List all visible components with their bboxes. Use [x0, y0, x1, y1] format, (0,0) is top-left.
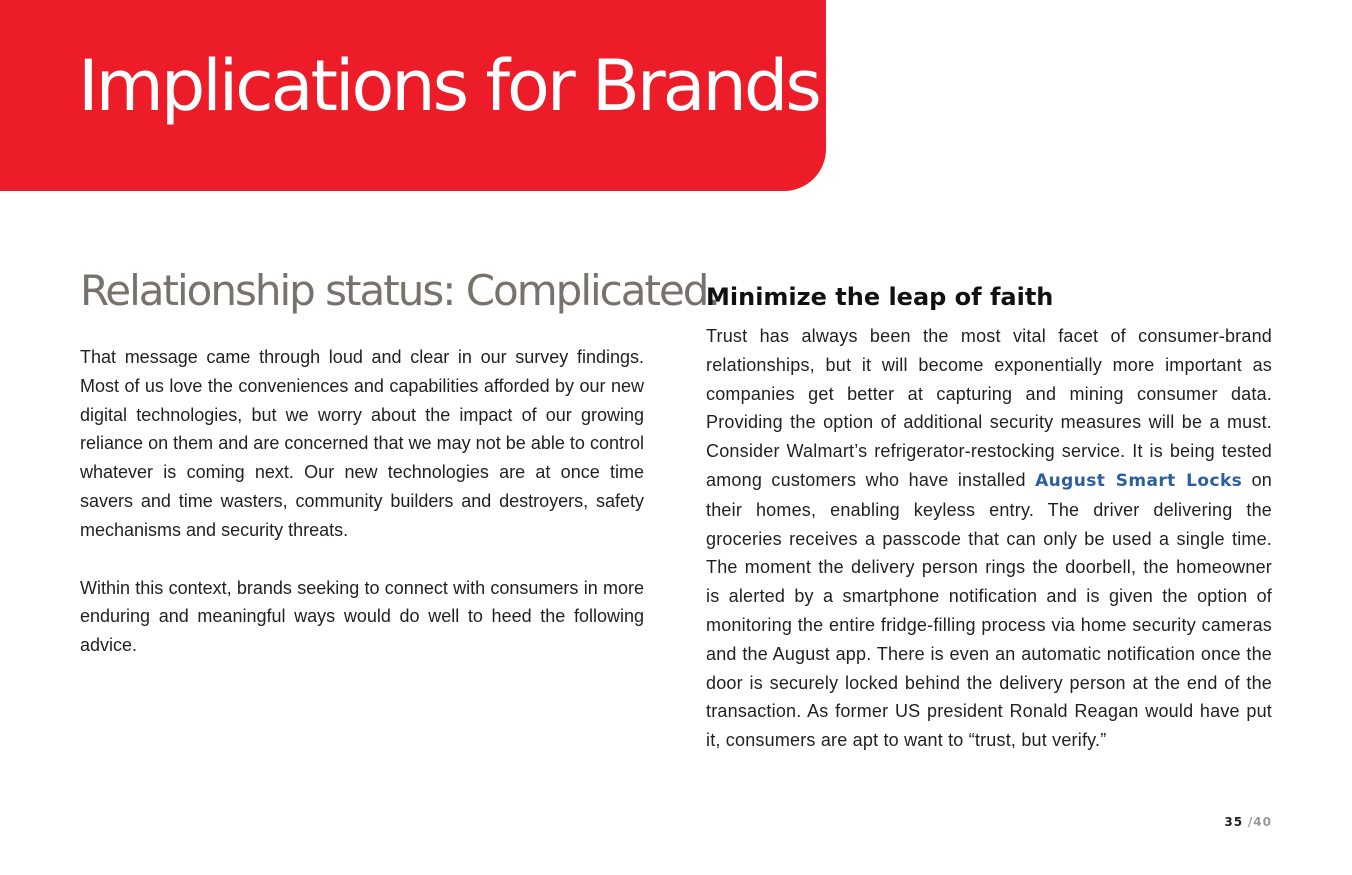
current-page: 35: [1224, 815, 1244, 829]
header-banner: [0, 0, 826, 191]
total-pages: /40: [1247, 815, 1272, 829]
right-column: [706, 280, 1272, 755]
page-number: [1224, 815, 1272, 829]
advice-heading: Minimize the leap of faith: [706, 283, 1054, 311]
advice-paragraph: [706, 322, 1272, 755]
august-smart-locks-link[interactable]: August Smart Locks: [1035, 470, 1243, 491]
context-paragraph: Within this context, brands seeking to connect with consumers in more enduring and meaningful ways would do well to heed the following advice.: [80, 577, 644, 656]
advice-text-before-link: Trust has always been the most vital facet of consumer-brand relationships, but it will become exponentially more important as companies get better at capturing and mining consumer data. Providing the option of additional security measures will be a must. Consider Walmart’s refrigerator-restocking service. It is being tested among customers who have installed: [706, 326, 1272, 490]
advice-text-after-link: on their homes, enabling keyless entry. The driver delivering the groceries receives a passcode that can only be used a single time. The moment the delivery person rings the doorbell, the homeowner is alerted by a smartphone notification and is given the option of monitoring the entire fridge-filling process via home security cameras and the August app. There is even an automatic notification once the door is securely locked behind the delivery person at the end of the transaction. As former US president Ronald Reagan would have put it, consumers are apt to want to “trust, but verify.”: [706, 469, 1272, 751]
intro-paragraph: That message came through loud and clear in our survey findings. Most of us love the conveniences and capabilities afforded by our new digital technologies, but we worry about the impact of our growing reliance on them and are concerned that we may not be able to control whatever is coming next. Our new technologies are at once time savers and time wasters, community builders and destroyers, safety mechanisms and security threats.: [80, 347, 644, 540]
page-title: Implications for Brands: [78, 45, 819, 127]
left-column: [80, 262, 719, 660]
section-heading: Relationship status: Complicated.: [80, 266, 719, 315]
